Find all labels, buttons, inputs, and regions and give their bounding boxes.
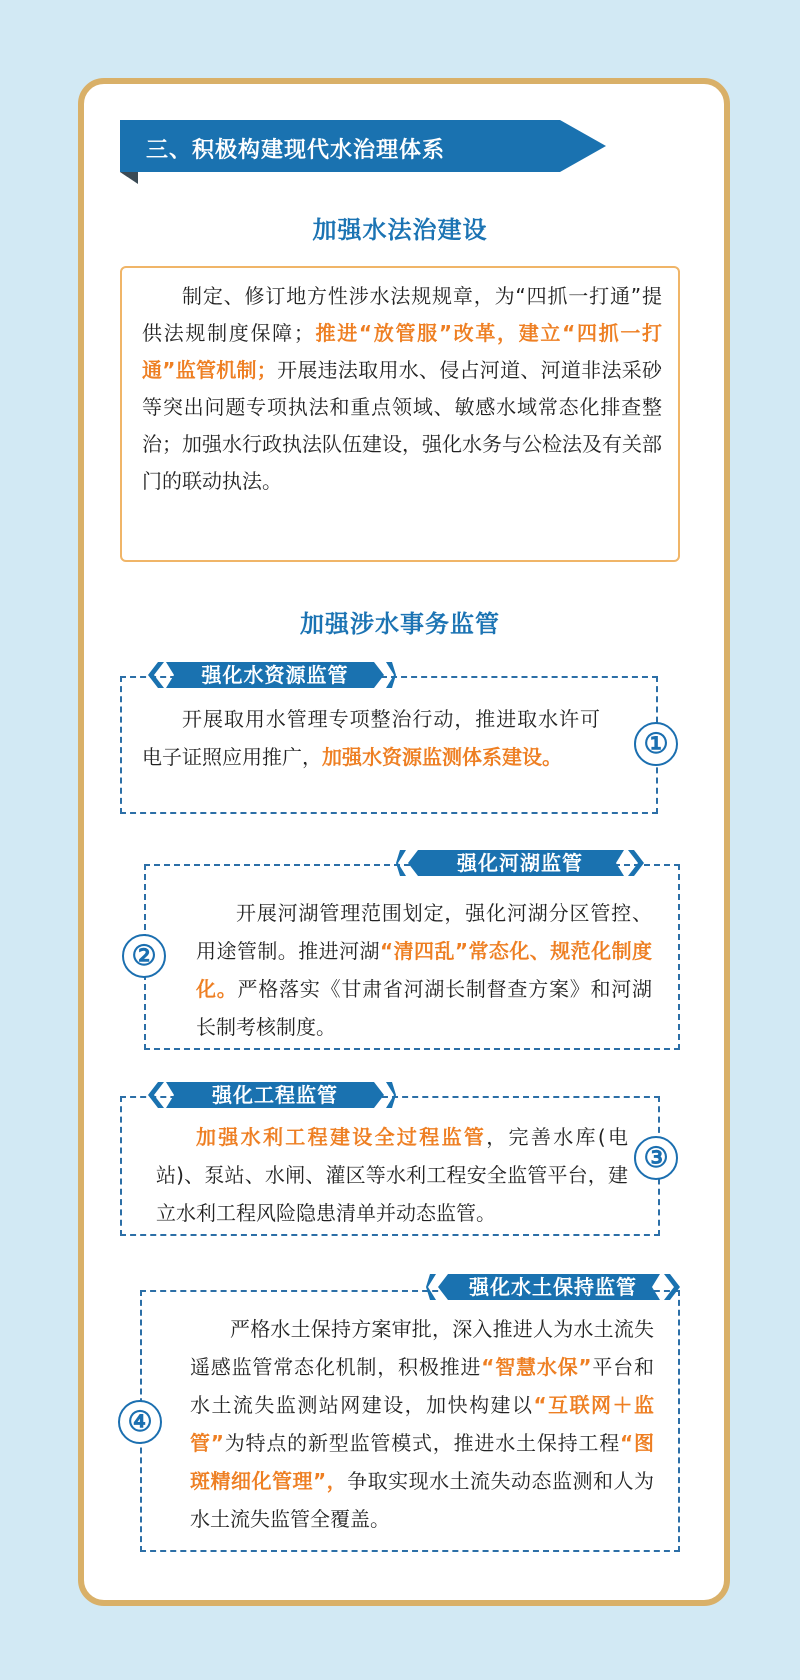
item-4-text-2: 平台和水土流失监测站网建设，加快构建以: [190, 1355, 654, 1417]
item-3-number-badge: ③: [634, 1136, 678, 1180]
item-3-text-1: ，完善水库(电站)、泵站、水闸、灌区等水利工程安全监管平台，建立水利工程风险隐患清单并动态监管。: [156, 1125, 628, 1225]
item-1-text-1: 开展取用水管理专项整治行动，推进取水许可电子证照应用推广，: [142, 707, 600, 769]
item-3-highlight: 加强水利工程建设全过程监管: [196, 1125, 487, 1149]
item-4-text-3: 为特点的新型监管模式，推进水土保持工程: [223, 1431, 621, 1455]
item-4-text: [190, 1310, 654, 1538]
law-highlight: 推进“放管服”改革，建立“四抓一打通”监管机制；: [142, 321, 663, 382]
supervision-heading: 加强涉水事务监管: [300, 610, 500, 638]
item-4-text-1: 严格水土保持方案审批，深入推进人为水土流失遥感监管常态化机制，积极推进: [190, 1317, 654, 1379]
item-4-text-4: 争取实现水土流失动态监测和人为水土流失监管全覆盖。: [190, 1469, 654, 1531]
item-3-tag: [144, 1080, 396, 1112]
item-1-text: [142, 700, 600, 776]
section-title: 三、积极构建现代水治理体系: [146, 138, 446, 163]
law-text-2: 开展违法取用水、侵占河道、河道非法采砂等突出问题专项执法和重点领域、敏感水域常态化排查整治；加强水行政执法队伍建设，强化水务与公检法及有关部门的联动执法。: [142, 358, 662, 493]
item-1-tag-label: 强化水资源监管: [201, 663, 349, 687]
item-2-highlight: “清四乱”常态化、规范化制度化。: [196, 939, 653, 1001]
item-3-text: [156, 1118, 628, 1232]
item-4-number-badge: ④: [118, 1400, 162, 1444]
item-4-highlight-3: “图斑精细化管理”，: [190, 1431, 654, 1493]
law-paragraph: [142, 278, 662, 500]
item-2-text-2: 严格落实《甘肃省河湖长制督查方案》和河湖长制考核制度。: [196, 977, 653, 1039]
item-2-text-1: 开展河湖管理范围划定，强化河湖分区管控、用途管制。推进河湖: [196, 901, 652, 963]
item-4-tag-label: 强化水土保持监管: [469, 1275, 637, 1299]
item-1-number-badge: ①: [634, 722, 678, 766]
item-4-highlight-2: “互联网＋监管”: [190, 1393, 654, 1455]
item-1-tag: [144, 660, 396, 692]
item-4-highlight-1: “智慧水保”: [481, 1355, 592, 1379]
item-2-text: [196, 894, 652, 1046]
law-text-1: 制定、修订地方性涉水法规规章，为“四抓一打通”提供法规制度保障；: [142, 284, 662, 345]
item-4-tag: [426, 1272, 682, 1304]
item-1-highlight: 加强水资源监测体系建设。: [322, 745, 562, 769]
item-2-number-badge: ②: [122, 934, 166, 978]
item-2-tag: [396, 848, 646, 880]
item-2-tag-label: 强化河湖监管: [457, 851, 583, 875]
law-heading: 加强水法治建设: [312, 216, 488, 244]
item-3-tag-label: 强化工程监管: [212, 1083, 338, 1107]
